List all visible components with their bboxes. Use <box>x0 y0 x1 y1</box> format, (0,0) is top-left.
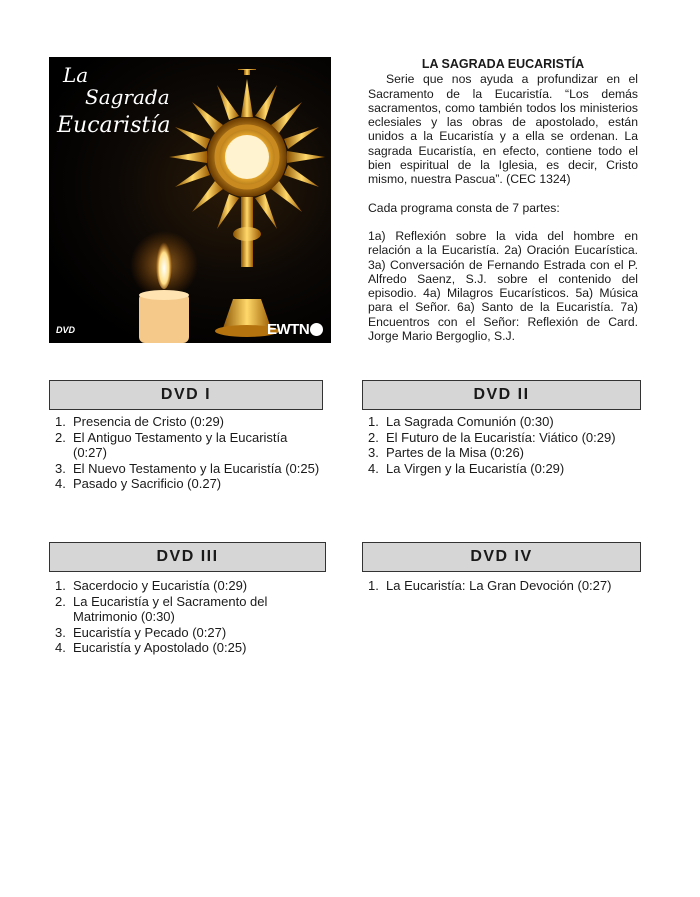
list-item <box>49 640 326 656</box>
list-item <box>362 578 641 594</box>
cover-title-line2: Sagrada <box>85 85 170 109</box>
dvd-logo: DVD <box>56 325 76 335</box>
item-number: 1. <box>55 578 66 593</box>
dvd-3-episode-list <box>49 578 326 656</box>
list-item <box>362 414 641 430</box>
list-item <box>362 445 641 461</box>
item-number: 3. <box>368 445 379 460</box>
episode-title: La Eucaristía: La Gran Devoción (0:27) <box>386 578 612 593</box>
dvd-1-header: DVD I <box>49 380 323 410</box>
ewtn-logo-text: EWTN <box>267 321 310 338</box>
list-item <box>362 430 641 446</box>
dvd-2-episode-list <box>362 414 641 476</box>
cover-title-line3: Eucaristía <box>57 113 171 138</box>
episode-title: La Virgen y la Eucaristía (0:29) <box>386 460 565 476</box>
episode-title: Sacerdocio y Eucaristía (0:29) <box>73 578 248 593</box>
dvd-4-episode-list <box>362 578 641 594</box>
cover-image <box>49 57 331 343</box>
episode-title: El Futuro de la Eucaristía: Viático (0:29) <box>386 429 616 445</box>
cover-title-line1: La <box>63 63 89 87</box>
description-paragraph: Serie que nos ayuda a profundizar en el Sacramento de la Eucaristía. “Los demás sacramentos, como también todos los ministerios eclesiales y las obras de apostolado, están unidos a la Eucaristía y a ella se ordenan. La sagrada Eucaristía, en efecto, contiene todo el bien espiritual de la Iglesia, es decir, Cristo mismo, nuestra Pascua”. (CEC 1324) <box>368 72 638 187</box>
item-number: 2. <box>368 429 379 445</box>
dvd-4-header: DVD IV <box>362 542 641 572</box>
episode-title: La Sagrada Comunión (0:30) <box>386 414 554 429</box>
dvd-2-header: DVD II <box>362 380 641 410</box>
item-number: 1. <box>368 414 379 429</box>
list-item <box>49 430 323 461</box>
item-number: 4. <box>55 640 66 655</box>
item-number: 1. <box>368 578 379 593</box>
list-item <box>49 594 326 625</box>
parts-intro: Cada programa consta de 7 partes: <box>368 200 560 215</box>
list-item <box>49 414 323 430</box>
candle-illustration <box>129 225 199 343</box>
episode-title: La Eucaristía y el Sacramento del Matrimonio (0:30) <box>73 593 268 624</box>
item-number: 2. <box>55 593 66 609</box>
series-title: LA SAGRADA EUCARISTÍA <box>421 57 585 71</box>
dvd-1-episode-list <box>49 414 323 492</box>
parts-list: 1a) Reflexión sobre la vida del hombre en relación a la Eucaristía. 2a) Oración Eucarística. 3a) Conversación de Fernando Estrada con el P. Alfredo Saenz, S.J. sobre el contenido del episodio. 4a) Milagros Eucarísticos. 5a) Música para el Señor. 6a) Santo de la Eucaristía. 7a) Encuentros con el Señor: Reflexión de Card. Jorge Mario Bergoglio, S.J. <box>368 228 638 344</box>
list-item <box>49 461 323 477</box>
globe-icon <box>310 323 323 336</box>
episode-title: Pasado y Sacrificio (0.27) <box>73 476 222 491</box>
ewtn-logo <box>267 321 323 338</box>
item-number: 2. <box>55 429 66 445</box>
episode-title: Eucaristía y Pecado (0:27) <box>73 624 227 640</box>
item-number: 3. <box>55 460 66 476</box>
series-description <box>368 57 638 343</box>
item-number: 3. <box>55 624 66 640</box>
item-number: 4. <box>368 460 379 476</box>
item-number: 1. <box>55 414 66 429</box>
list-item <box>49 625 326 641</box>
episode-title: Partes de la Misa (0:26) <box>386 445 525 460</box>
episode-title: Presencia de Cristo (0:29) <box>73 414 225 429</box>
episode-title: El Antiguo Testamento y la Eucaristía (0:27) <box>73 429 288 460</box>
episode-title: Eucaristía y Apostolado (0:25) <box>73 640 247 655</box>
dvd-3-header: DVD III <box>49 542 326 572</box>
episode-title: El Nuevo Testamento y la Eucaristía (0:25) <box>73 460 320 476</box>
list-item <box>362 461 641 477</box>
list-item <box>49 476 323 492</box>
item-number: 4. <box>55 476 66 491</box>
list-item <box>49 578 326 594</box>
